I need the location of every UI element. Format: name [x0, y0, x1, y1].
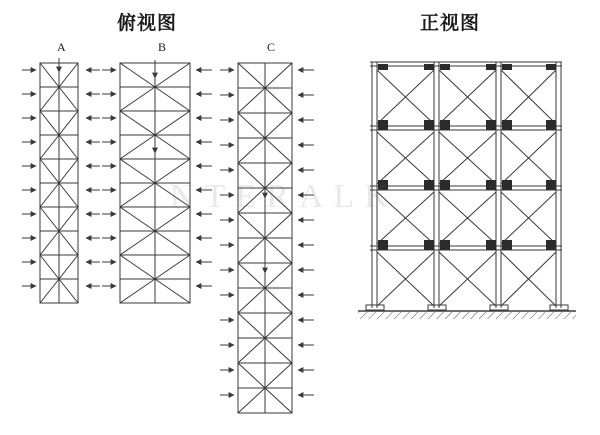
plan-rack-b-arrows	[102, 60, 212, 286]
elevation-view-title: 正视图	[420, 13, 481, 34]
rack-label-b: B	[158, 40, 167, 54]
elevation-rack	[370, 62, 562, 308]
ground-line	[358, 311, 576, 319]
plan-rack-a	[40, 63, 78, 303]
elevation-base-plates	[366, 305, 568, 310]
plan-rack-c-arrows	[220, 70, 314, 395]
plan-rack-a-arrows	[22, 58, 100, 286]
plan-rack-c	[238, 63, 292, 413]
plan-view-title: 俯视图	[117, 13, 178, 34]
watermark-text: NTERALK	[170, 178, 399, 215]
rack-label-c: C	[267, 40, 276, 54]
rack-label-a: A	[57, 40, 66, 54]
